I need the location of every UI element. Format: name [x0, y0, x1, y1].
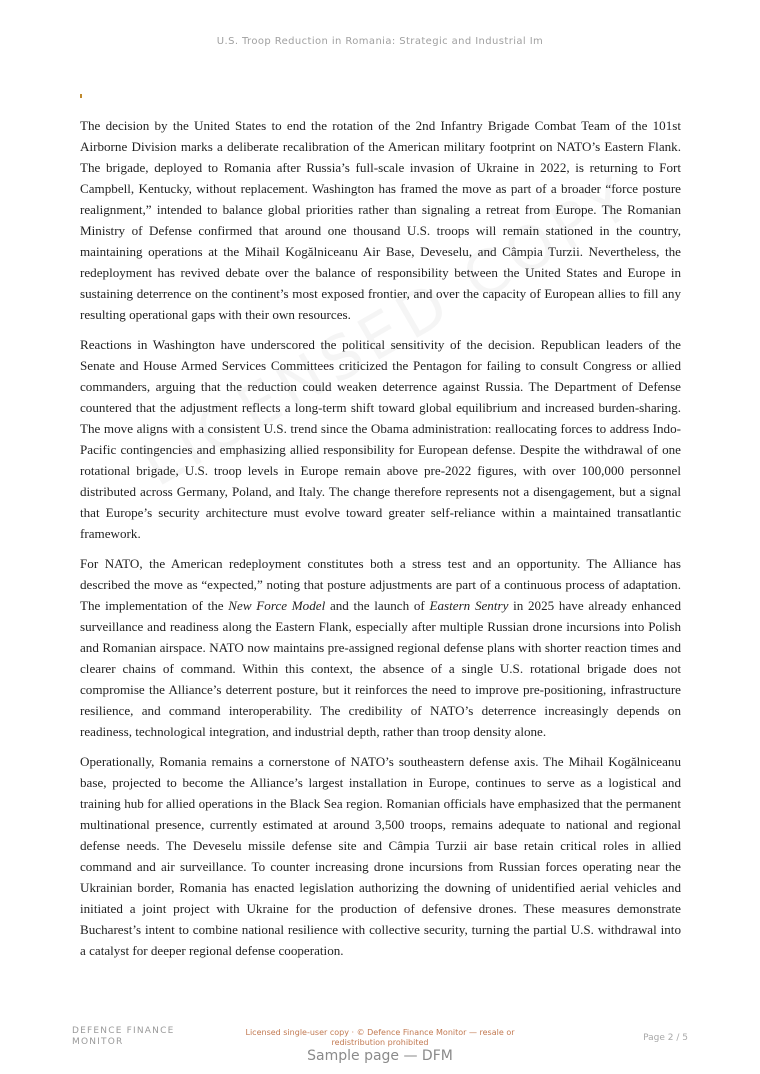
paragraph-2: Reactions in Washington have underscored the political sensitivity of the decision. Republican leaders of the Senate and House Armed Services Committees criticized the Pentagon for failing to consult Congress or allied commanders, arguing that the reduction could weaken deterrence against Russia. The Department of Defense countered that the adjustment reflects a long-term shift toward global equilibrium and increased burden-sharing. The move aligns with a consistent U.S. trend since the Obama administration: reallocating forces to address Indo-Pacific contingencies and emphasizing allied responsibility for European defense. Despite the withdrawal of one rotational brigade, U.S. troop levels in Europe remain above pre-2022 figures, with over 100,000 personnel distributed across Germany, Poland, and Italy. The change therefore represents not a disengagement, but a signal that Europe’s security architecture must evolve toward greater self-reliance within a maintained transatlantic framework.	[80, 337, 681, 541]
paragraph-3	[80, 553, 681, 742]
running-header-title: U.S. Troop Reduction in Romania: Strategic and Industrial Im	[216, 36, 544, 47]
page-number: Page 2 / 5	[643, 1033, 688, 1043]
footer-brand	[72, 1026, 174, 1048]
accent-marker	[80, 94, 82, 98]
article-body	[80, 115, 681, 970]
paragraph-4: Operationally, Romania remains a cornerstone of NATO’s southeastern defense axis. The Mihail Kogălniceanu base, projected to become the Alliance’s largest installation in Europe, continues to serve as a logistical and training hub for allied operations in the Black Sea region. Romanian officials have emphasized that the permanent multinational presence, currently estimated at around 3,500 troops, remains adequate to national and regional defense needs. The Deveselu missile defense site and Câmpia Turzii air base retain critical roles in allied command and air surveillance. To counter increasing drone incursions from Russian forces operating near the Ukrainian border, Romania has enacted legislation authorizing the downing of unidentified aerial vehicles and initiated a joint project with Ukraine for the production of defensive drones. These measures demonstrate Bucharest’s intent to combine national resilience with collective security, turning the partial U.S. withdrawal into a catalyst for deeper regional defense cooperation.	[80, 754, 681, 958]
paragraph-3-part-c: in 2025 have already enhanced surveillance and readiness along the Eastern Flank, especially after multiple Russian drone incursions into Polish and Romanian airspace. NATO now maintains pre-assigned regional defense plans with shorter reaction times and clearer chains of command. Within this context, the absence of a single U.S. rotational brigade does not compromise the Alliance’s deterrent posture, but it reinforces the need to improve pre-positioning, infrastructure resilience, and command interoperability. The credibility of NATO’s deterrence increasingly depends on readiness, technological integration, and industrial depth, rather than troop density alone.	[80, 598, 682, 739]
new-force-model-term: New Force Model	[228, 598, 326, 613]
paragraph-1: The decision by the United States to end the rotation of the 2nd Infantry Brigade Combat Team of the 101st Airborne Division marks a deliberate recalibration of the American military footprint on NATO’s Eastern Flank. The brigade, deployed to Romania after Russia’s full-scale invasion of Ukraine in 2022, is returning to Fort Campbell, Kentucky, without replacement. Washington has framed the move as part of a broader “force posture realignment,” intended to balance global priorities rather than signaling a retreat from Europe. The Romanian Ministry of Defense confirmed that around one thousand U.S. troops will remain stationed in the country, maintaining operations at the Mihail Kogălniceanu Air Base, Deveselu, and Câmpia Turzii. Nevertheless, the redeployment has revived debate over the balance of responsibility between the United States and Europe in sustaining deterrence on the continent’s most exposed frontier, and over the capacity of European allies to fill any resulting operational gaps with their own resources.	[80, 118, 681, 322]
eastern-sentry-term: Eastern Sentry	[429, 598, 509, 613]
sample-page-label: Sample page — DFM	[307, 1048, 453, 1064]
license-notice: Licensed single-user copy · © Defence Finance Monitor — resale or redistribution prohibited	[245, 1028, 515, 1047]
paragraph-3-part-a: For NATO, the American redeployment constitutes both a stress test and an opportunity. The Alliance has described the move as “expected,” noting that posture adjustments are part of a continuous process of adaptation. The implementation of the	[80, 556, 681, 613]
footer-brand-line-2: MONITOR	[72, 1037, 124, 1047]
paragraph-3-part-b: and the launch of	[325, 598, 430, 613]
footer-brand-line-1: DEFENCE FINANCE	[72, 1026, 175, 1036]
